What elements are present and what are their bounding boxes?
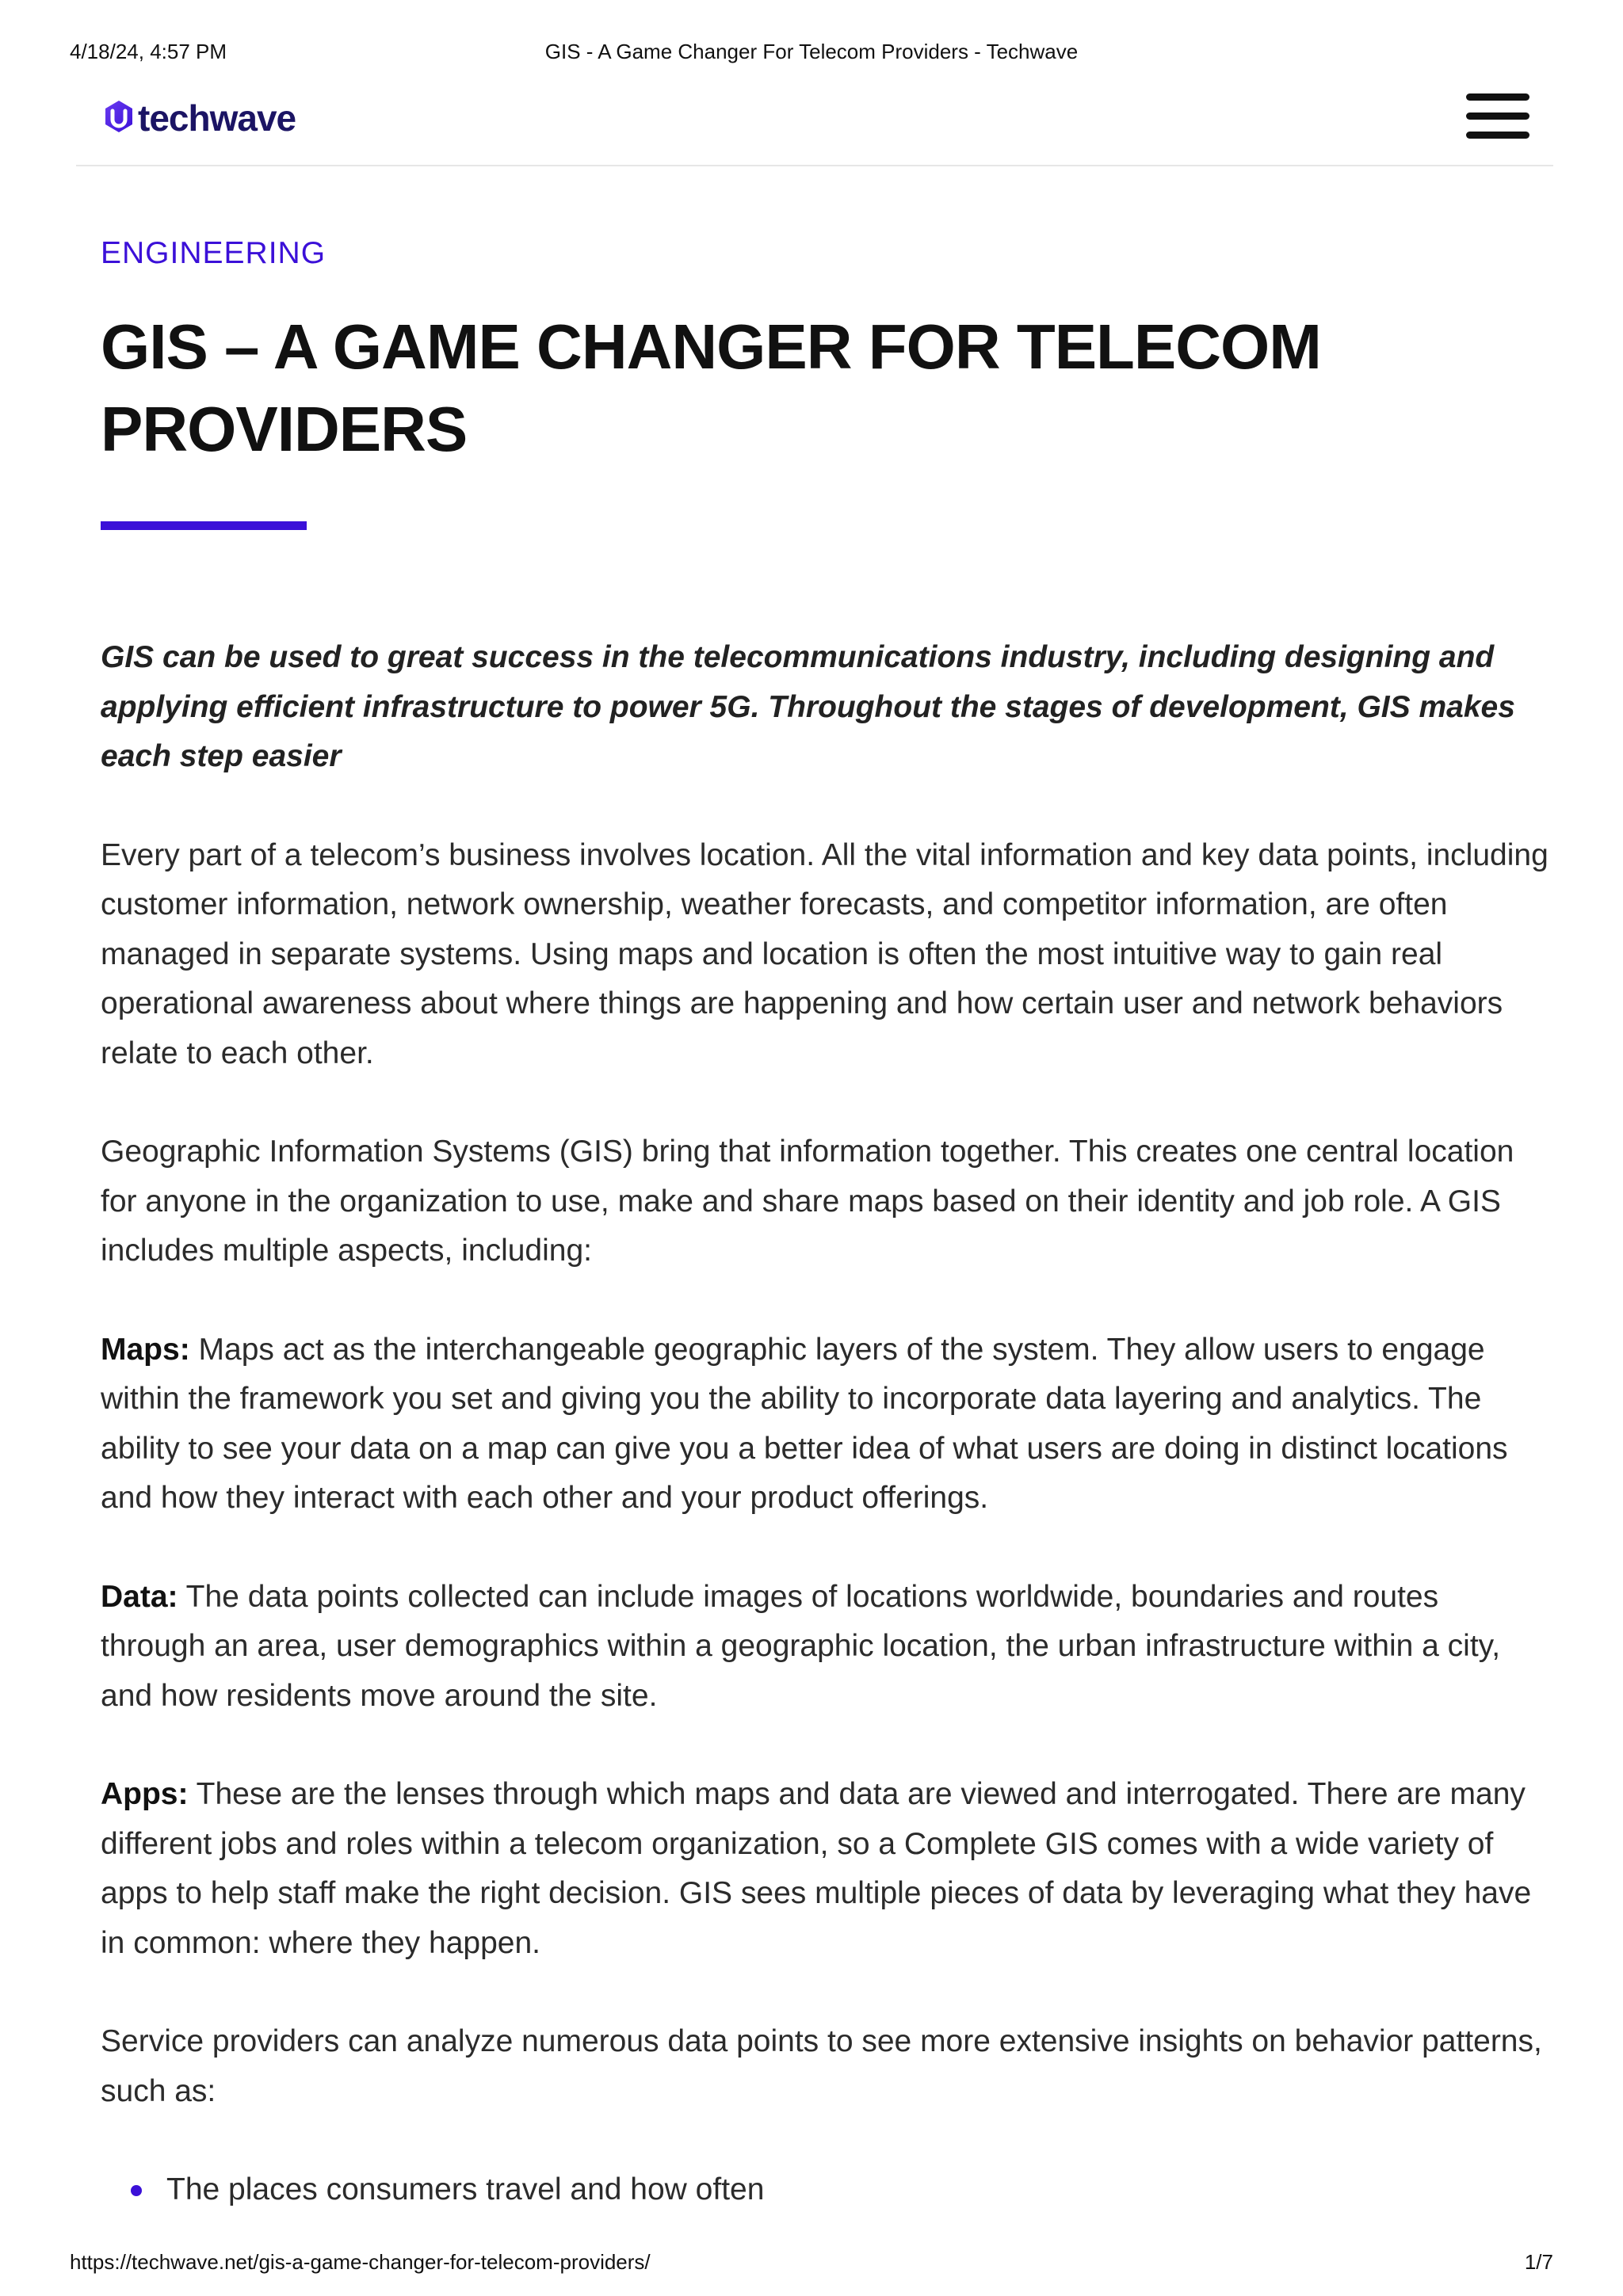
aspect-apps xyxy=(101,1770,1551,1968)
aspect-label: Apps: xyxy=(101,1777,189,1811)
bullet-dot-icon xyxy=(131,2185,142,2196)
print-page-title: GIS - A Game Changer For Telecom Providers - Techwave xyxy=(544,40,1079,63)
aspect-data xyxy=(101,1573,1551,1722)
aspect-label: Data: xyxy=(101,1579,178,1614)
aspect-maps xyxy=(101,1325,1551,1524)
site-header xyxy=(76,87,1553,166)
print-datetime: 4/18/24, 4:57 PM xyxy=(70,40,227,63)
paragraph: Service providers can analyze numerous data points to see more extensive insights on behavior patterns, such as: xyxy=(101,2024,1542,2108)
paragraph: Every part of a telecom’s business involves location. All the vital information and key data points, including customer information, network ownership, weather forecasts, and competitor information, are often managed in separate systems. Using maps and location is often the most intuitive way to gain real operational awareness about where things are happening and how certain user and network behaviors relate to each other. xyxy=(101,837,1549,1070)
print-header xyxy=(0,40,1623,68)
techwave-hexagon-icon xyxy=(103,99,135,138)
title-underline xyxy=(101,521,307,530)
bullet-list xyxy=(101,2165,1551,2215)
print-footer xyxy=(0,2250,1623,2279)
logo-text: techwave xyxy=(138,97,296,139)
print-url: https://techwave.net/gis-a-game-changer-for-telecom-providers/ xyxy=(70,2250,651,2274)
aspect-text: The data points collected can include images of locations worldwide, boundaries and routes through an area, user demographics within a geographic location, the urban infrastructure within a city, and how residents move around the site. xyxy=(101,1579,1501,1713)
article-title: GIS – A GAME CHANGER FOR TELECOM PROVIDERS xyxy=(101,311,1321,464)
article xyxy=(101,230,1551,2215)
print-page-number: 1/7 xyxy=(1524,2250,1553,2274)
aspect-text: Maps act as the interchangeable geographic layers of the system. They allow users to engage within the framework you set and giving you the ability to incorporate data layering and analytics. The ability to see your data on a map can give you a better idea of what users are doing in distinct locations and how they interact with each other and your product offerings. xyxy=(101,1332,1508,1515)
aspect-label: Maps: xyxy=(101,1332,190,1367)
list-item-text: The places consumers travel and how often xyxy=(166,2172,765,2206)
list-item xyxy=(101,2165,1551,2215)
paragraph: Geographic Information Systems (GIS) bring that information together. This creates one central location for anyone in the organization to use, make and share maps based on their identity and job role. A GIS includes multiple aspects, including: xyxy=(101,1135,1514,1268)
hamburger-menu-icon[interactable] xyxy=(1466,90,1529,141)
site-logo[interactable] xyxy=(103,97,296,139)
aspect-text: These are the lenses through which maps and data are viewed and interrogated. There are many different jobs and roles within a telecom organization, so a Complete GIS comes with a wide variety of apps to help staff make the right decision. GIS sees multiple pieces of data by leveraging what they have in common: where they happen. xyxy=(101,1777,1532,1960)
article-lead: GIS can be used to great success in the telecommunications industry, including designing and applying efficient infrastructure to power 5G. Throughout the stages of development, GIS makes each step easier xyxy=(101,640,1515,773)
article-category[interactable]: ENGINEERING xyxy=(101,236,327,270)
